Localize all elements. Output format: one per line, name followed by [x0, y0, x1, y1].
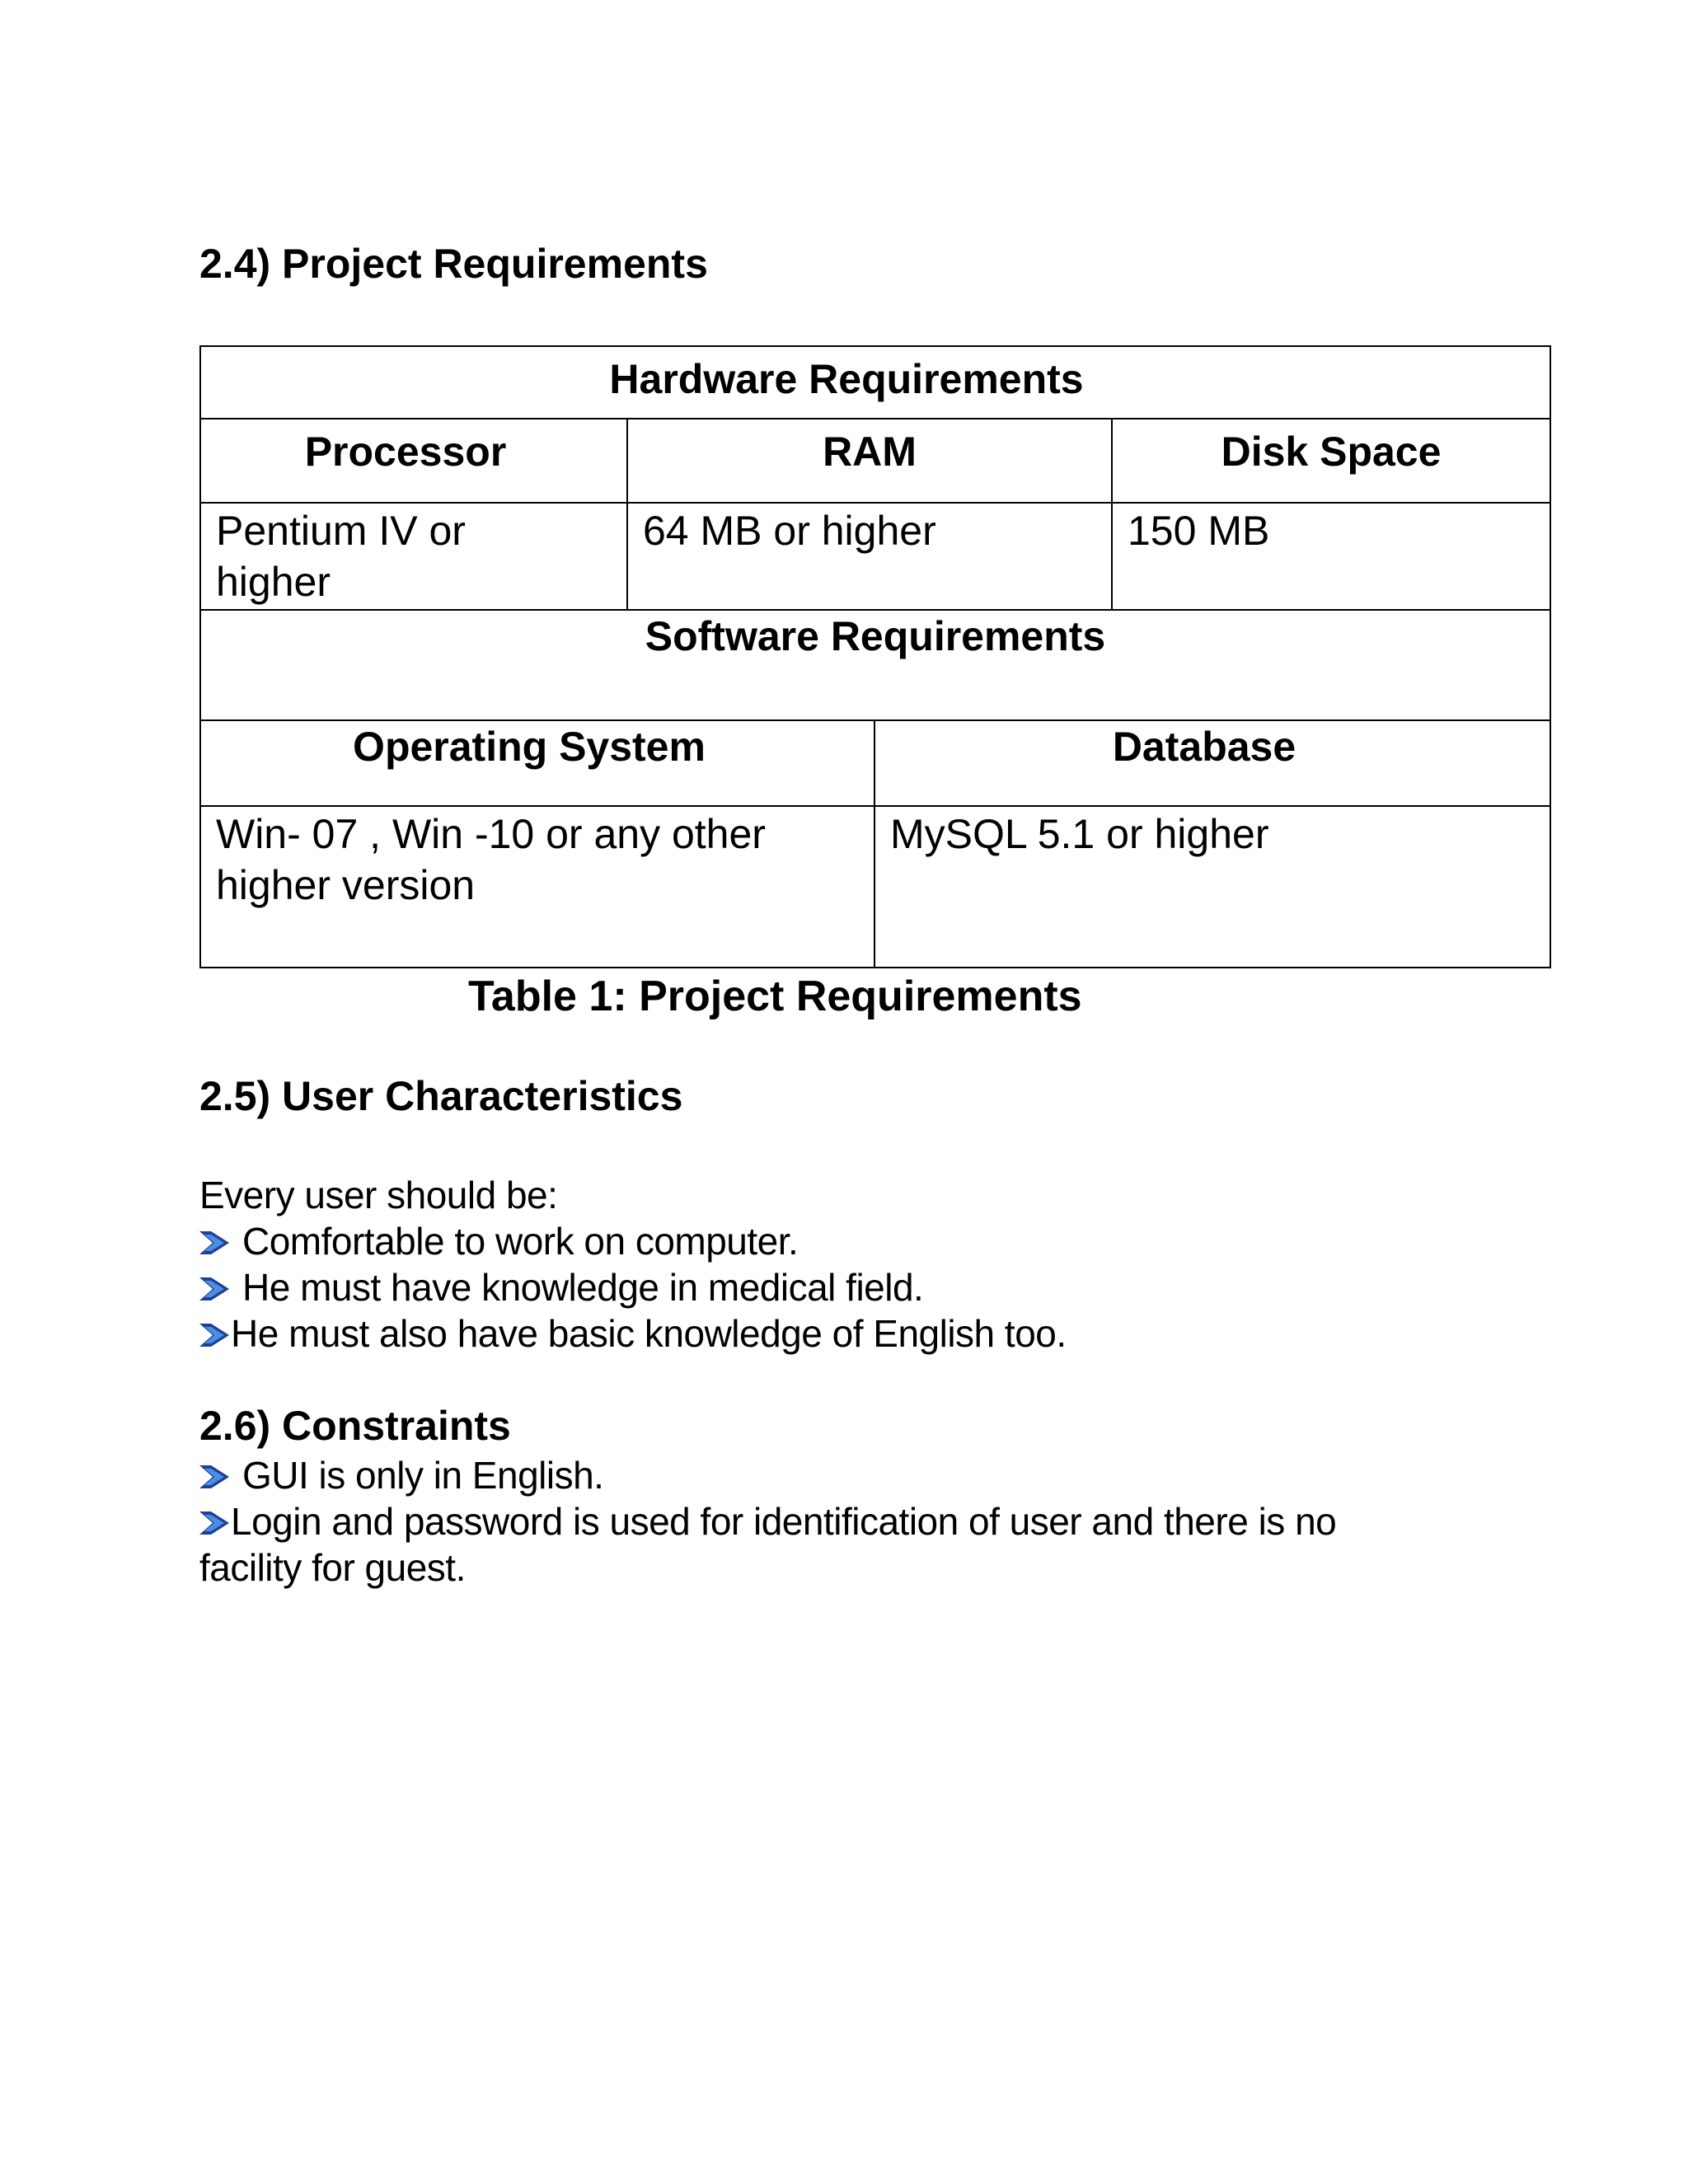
- section-heading-2-5: 2.5) User Characteristics: [199, 1073, 683, 1119]
- list-item: [199, 1498, 1336, 1544]
- list-item: [199, 1218, 798, 1264]
- header-database: Database: [874, 720, 1550, 806]
- header-operating-system: Operating System: [200, 720, 874, 806]
- list-item: [199, 1264, 923, 1310]
- document-page: 2.4) Project Requirements Hardware Requirements Processor RAM Disk Space Pentium IV or higher 64 MB or higher 150 MB Software Requirements Operating System Database Win- 07 , Win -10 or any other higher version MySQL 5.1 or higher Table 1: Project Requirements 2.5) User Characteristics Every user should be: Comfortable to work on computer. He must have knowledge in medical field. He must also have basic knowledge of English too. 2.6) Constraints GUI is only in English. Login and password is used for identification of user and there is no facility for guest.: [0, 0, 1688, 2184]
- list-item: [199, 1452, 603, 1498]
- arrow-bullet-icon: [199, 1320, 231, 1350]
- software-requirements-title: Software Requirements: [200, 610, 1550, 720]
- arrow-bullet-icon: [199, 1462, 231, 1492]
- header-ram: RAM: [627, 419, 1112, 503]
- list-item-text: GUI is only in English.: [242, 1454, 604, 1497]
- header-processor: Processor: [200, 419, 627, 503]
- header-disk-space: Disk Space: [1112, 419, 1550, 503]
- list-item-text: Comfortable to work on computer.: [242, 1220, 799, 1263]
- value-processor: Pentium IV or higher: [200, 503, 627, 610]
- value-ram: 64 MB or higher: [627, 503, 1112, 610]
- value-database: MySQL 5.1 or higher: [874, 806, 1550, 968]
- project-requirements-table: [199, 345, 1551, 968]
- section-heading-2-6: 2.6) Constraints: [199, 1403, 511, 1449]
- value-operating-system: Win- 07 , Win -10 or any other higher version: [200, 806, 874, 968]
- list-item-text: He must also have basic knowledge of English too.: [231, 1312, 1067, 1355]
- list-item-continuation: facility for guest.: [199, 1546, 466, 1589]
- arrow-bullet-icon: [199, 1228, 231, 1258]
- list-item: [199, 1310, 1067, 1357]
- arrow-bullet-icon: [199, 1508, 231, 1538]
- value-disk-space: 150 MB: [1112, 503, 1550, 610]
- list-item-text: He must have knowledge in medical field.: [242, 1266, 924, 1309]
- user-intro-text: Every user should be:: [199, 1174, 558, 1216]
- hardware-requirements-title: Hardware Requirements: [200, 346, 1550, 419]
- arrow-bullet-icon: [199, 1274, 231, 1304]
- list-item-text: Login and password is used for identification of user and there is no: [231, 1500, 1337, 1543]
- section-heading-2-4: 2.4) Project Requirements: [199, 241, 708, 287]
